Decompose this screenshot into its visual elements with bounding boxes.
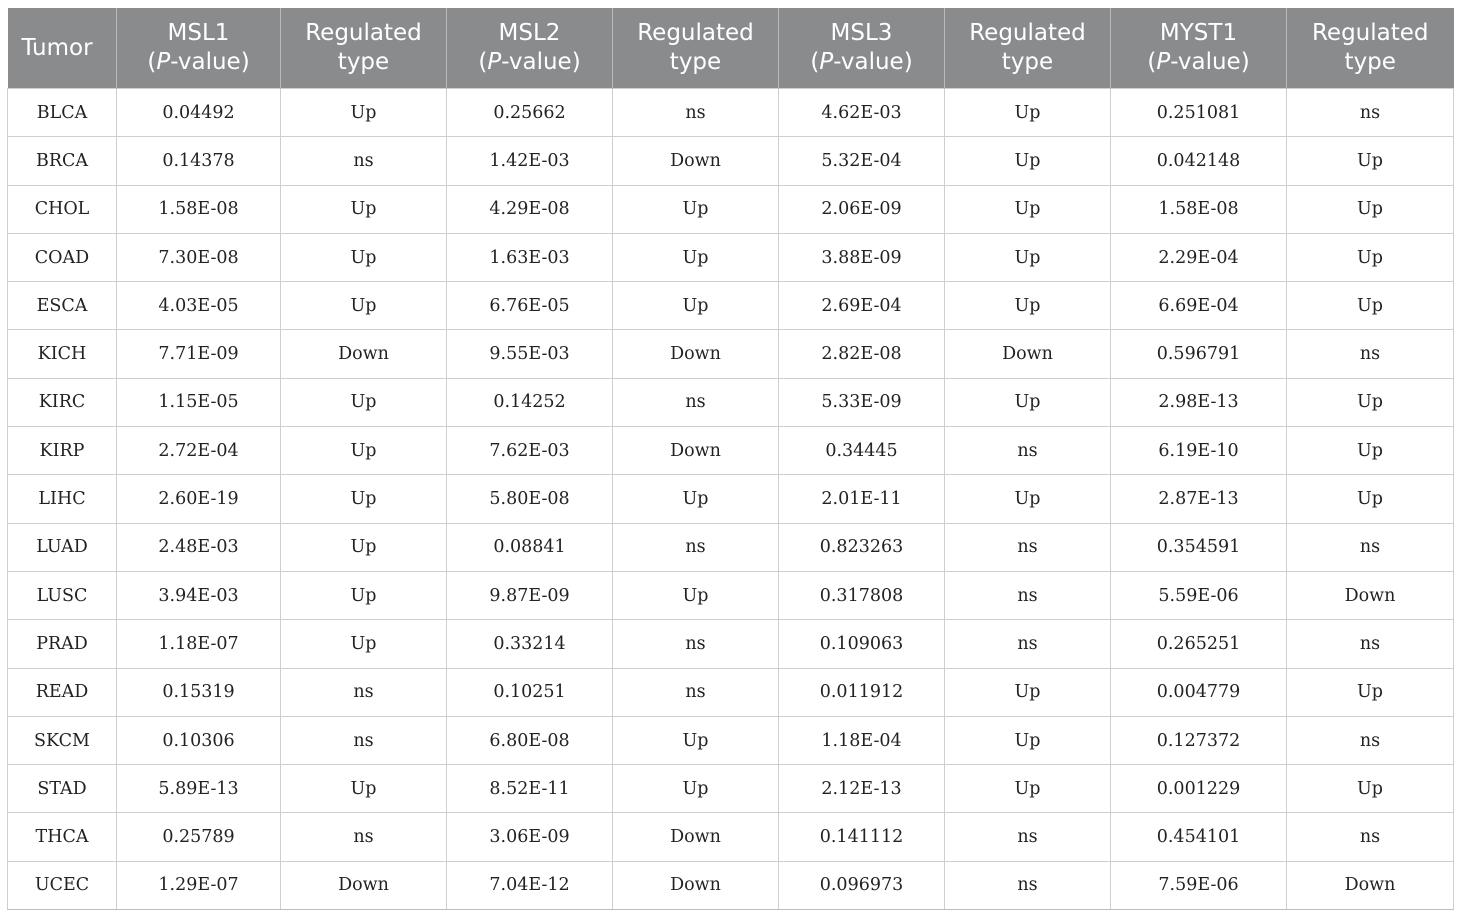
msl1-pvalue-cell: 5.89E-13 <box>117 765 281 813</box>
header-myst1-regulated-type <box>1287 8 1454 89</box>
myst1-pvalue-cell: 0.004779 <box>1111 668 1287 716</box>
myst1-type-cell: ns <box>1287 89 1454 137</box>
tumor-cell: CHOL <box>8 185 117 233</box>
msl1-type-cell: Up <box>281 89 447 137</box>
msl3-type-cell: Up <box>945 716 1111 764</box>
table-row <box>8 571 1454 619</box>
msl1-type-cell: ns <box>281 137 447 185</box>
header-sublabel: type <box>669 49 722 75</box>
table-row <box>8 137 1454 185</box>
table-row <box>8 716 1454 764</box>
header-sublabel: type <box>1001 49 1054 75</box>
table-row <box>8 185 1454 233</box>
msl3-pvalue-cell: 5.33E-09 <box>779 378 945 426</box>
myst1-pvalue-cell: 0.001229 <box>1111 765 1287 813</box>
table-body <box>8 89 1454 910</box>
msl2-pvalue-cell: 3.06E-09 <box>447 813 613 861</box>
msl2-pvalue-cell: 9.55E-03 <box>447 330 613 378</box>
myst1-type-cell: Up <box>1287 137 1454 185</box>
msl3-type-cell: Up <box>945 137 1111 185</box>
msl2-pvalue-cell: 6.80E-08 <box>447 716 613 764</box>
msl3-pvalue-cell: 0.34445 <box>779 427 945 475</box>
msl3-pvalue-cell: 2.82E-08 <box>779 330 945 378</box>
msl3-type-cell: ns <box>945 523 1111 571</box>
msl3-type-cell: Up <box>945 475 1111 523</box>
header-myst1-pvalue <box>1111 8 1287 89</box>
msl2-type-cell: Up <box>613 475 779 523</box>
myst1-pvalue-cell: 6.19E-10 <box>1111 427 1287 475</box>
msl2-type-cell: ns <box>613 378 779 426</box>
msl2-type-cell: Down <box>613 813 779 861</box>
myst1-pvalue-cell: 0.251081 <box>1111 89 1287 137</box>
tumor-cell: UCEC <box>8 861 117 909</box>
tumor-cell: KICH <box>8 330 117 378</box>
msl2-type-cell: ns <box>613 523 779 571</box>
header-label: Regulated <box>637 20 754 46</box>
header-sublabel: (P-value) <box>810 49 913 75</box>
msl2-pvalue-cell: 4.29E-08 <box>447 185 613 233</box>
myst1-type-cell: Up <box>1287 378 1454 426</box>
header-msl3-regulated-type <box>945 8 1111 89</box>
myst1-type-cell: Up <box>1287 185 1454 233</box>
msl1-type-cell: Up <box>281 233 447 281</box>
header-sublabel: (P-value) <box>478 49 581 75</box>
msl2-type-cell: Down <box>613 137 779 185</box>
header-sublabel: (P-value) <box>1147 49 1250 75</box>
msl2-type-cell: ns <box>613 89 779 137</box>
msl3-type-cell: ns <box>945 861 1111 909</box>
msl3-type-cell: ns <box>945 571 1111 619</box>
msl1-pvalue-cell: 0.15319 <box>117 668 281 716</box>
table-row <box>8 620 1454 668</box>
msl1-pvalue-cell: 1.29E-07 <box>117 861 281 909</box>
header-msl1-regulated-type <box>281 8 447 89</box>
msl2-type-cell: Up <box>613 716 779 764</box>
msl1-pvalue-cell: 7.71E-09 <box>117 330 281 378</box>
myst1-pvalue-cell: 0.354591 <box>1111 523 1287 571</box>
msl3-pvalue-cell: 2.06E-09 <box>779 185 945 233</box>
myst1-type-cell: ns <box>1287 716 1454 764</box>
myst1-pvalue-cell: 1.58E-08 <box>1111 185 1287 233</box>
header-sublabel: type <box>1344 49 1396 75</box>
myst1-pvalue-cell: 2.29E-04 <box>1111 233 1287 281</box>
header-label: Regulated <box>969 20 1086 46</box>
msl2-pvalue-cell: 7.62E-03 <box>447 427 613 475</box>
msl1-pvalue-cell: 1.15E-05 <box>117 378 281 426</box>
header-sublabel: (P-value) <box>147 49 250 75</box>
msl1-pvalue-cell: 0.14378 <box>117 137 281 185</box>
msl3-pvalue-cell: 0.109063 <box>779 620 945 668</box>
header-tumor <box>8 8 117 89</box>
msl2-pvalue-cell: 6.76E-05 <box>447 282 613 330</box>
msl1-pvalue-cell: 4.03E-05 <box>117 282 281 330</box>
tumor-cell: ESCA <box>8 282 117 330</box>
msl1-type-cell: Up <box>281 185 447 233</box>
myst1-type-cell: ns <box>1287 330 1454 378</box>
table-row <box>8 282 1454 330</box>
table-row <box>8 330 1454 378</box>
header-label: MYST1 <box>1159 20 1238 46</box>
msl1-type-cell: Up <box>281 475 447 523</box>
myst1-pvalue-cell: 2.98E-13 <box>1111 378 1287 426</box>
msl1-pvalue-cell: 0.25789 <box>117 813 281 861</box>
msl2-pvalue-cell: 5.80E-08 <box>447 475 613 523</box>
header-msl1-pvalue <box>117 8 281 89</box>
msl3-type-cell: Up <box>945 668 1111 716</box>
myst1-pvalue-cell: 6.69E-04 <box>1111 282 1287 330</box>
myst1-pvalue-cell: 2.87E-13 <box>1111 475 1287 523</box>
myst1-pvalue-cell: 0.265251 <box>1111 620 1287 668</box>
msl1-type-cell: Up <box>281 765 447 813</box>
table-row <box>8 233 1454 281</box>
msl3-pvalue-cell: 2.12E-13 <box>779 765 945 813</box>
myst1-type-cell: Up <box>1287 427 1454 475</box>
tumor-cell: BRCA <box>8 137 117 185</box>
msl2-pvalue-cell: 8.52E-11 <box>447 765 613 813</box>
tumor-cell: LUAD <box>8 523 117 571</box>
msl2-pvalue-cell: 1.63E-03 <box>447 233 613 281</box>
msl1-type-cell: Up <box>281 427 447 475</box>
table-row <box>8 427 1454 475</box>
msl3-pvalue-cell: 0.011912 <box>779 668 945 716</box>
msl3-pvalue-cell: 3.88E-09 <box>779 233 945 281</box>
msl2-type-cell: ns <box>613 668 779 716</box>
myst1-type-cell: Up <box>1287 282 1454 330</box>
table-row <box>8 89 1454 137</box>
msl3-pvalue-cell: 0.823263 <box>779 523 945 571</box>
tumor-cell: SKCM <box>8 716 117 764</box>
tumor-cell: KIRP <box>8 427 117 475</box>
msl3-type-cell: Up <box>945 185 1111 233</box>
msl1-type-cell: Up <box>281 378 447 426</box>
msl1-type-cell: ns <box>281 813 447 861</box>
msl2-pvalue-cell: 7.04E-12 <box>447 861 613 909</box>
msl3-type-cell: ns <box>945 620 1111 668</box>
myst1-type-cell: Down <box>1287 861 1454 909</box>
msl1-type-cell: Up <box>281 620 447 668</box>
header-row <box>8 8 1454 89</box>
table-row <box>8 475 1454 523</box>
header-sublabel: type <box>337 49 390 75</box>
header-label: MSL2 <box>498 20 561 46</box>
header-label: MSL1 <box>167 20 230 46</box>
msl1-pvalue-cell: 0.04492 <box>117 89 281 137</box>
tumor-cell: COAD <box>8 233 117 281</box>
msl3-type-cell: Up <box>945 282 1111 330</box>
msl3-type-cell: Up <box>945 378 1111 426</box>
msl2-type-cell: Down <box>613 330 779 378</box>
data-table-container <box>7 8 1453 910</box>
msl2-type-cell: ns <box>613 620 779 668</box>
myst1-type-cell: ns <box>1287 813 1454 861</box>
msl2-type-cell: Down <box>613 427 779 475</box>
msl3-pvalue-cell: 2.01E-11 <box>779 475 945 523</box>
msl1-pvalue-cell: 0.10306 <box>117 716 281 764</box>
table-row <box>8 668 1454 716</box>
msl3-pvalue-cell: 0.141112 <box>779 813 945 861</box>
msl2-pvalue-cell: 1.42E-03 <box>447 137 613 185</box>
msl3-type-cell: ns <box>945 813 1111 861</box>
msl1-type-cell: ns <box>281 716 447 764</box>
msl1-type-cell: ns <box>281 668 447 716</box>
msl1-type-cell: Down <box>281 330 447 378</box>
myst1-type-cell: Up <box>1287 765 1454 813</box>
tumor-cell: READ <box>8 668 117 716</box>
myst1-pvalue-cell: 7.59E-06 <box>1111 861 1287 909</box>
msl2-pvalue-cell: 0.10251 <box>447 668 613 716</box>
table-row <box>8 378 1454 426</box>
msl1-pvalue-cell: 2.60E-19 <box>117 475 281 523</box>
msl1-type-cell: Up <box>281 523 447 571</box>
myst1-pvalue-cell: 0.596791 <box>1111 330 1287 378</box>
msl3-pvalue-cell: 4.62E-03 <box>779 89 945 137</box>
tumor-cell: STAD <box>8 765 117 813</box>
myst1-type-cell: Down <box>1287 571 1454 619</box>
header-label: MSL3 <box>830 20 893 46</box>
msl1-pvalue-cell: 7.30E-08 <box>117 233 281 281</box>
myst1-type-cell: Up <box>1287 475 1454 523</box>
table-row <box>8 861 1454 909</box>
msl2-type-cell: Up <box>613 765 779 813</box>
msl3-type-cell: ns <box>945 427 1111 475</box>
msl3-type-cell: Down <box>945 330 1111 378</box>
msl2-type-cell: Up <box>613 233 779 281</box>
msl1-pvalue-cell: 3.94E-03 <box>117 571 281 619</box>
tumor-cell: BLCA <box>8 89 117 137</box>
msl3-type-cell: Up <box>945 89 1111 137</box>
msl3-type-cell: Up <box>945 233 1111 281</box>
msl2-type-cell: Up <box>613 282 779 330</box>
myst1-pvalue-cell: 0.042148 <box>1111 137 1287 185</box>
tumor-cell: PRAD <box>8 620 117 668</box>
myst1-type-cell: Up <box>1287 668 1454 716</box>
msl3-pvalue-cell: 5.32E-04 <box>779 137 945 185</box>
msl2-pvalue-cell: 0.14252 <box>447 378 613 426</box>
msl1-type-cell: Up <box>281 282 447 330</box>
msl3-type-cell: Up <box>945 765 1111 813</box>
header-msl2-regulated-type <box>613 8 779 89</box>
msl1-pvalue-cell: 2.72E-04 <box>117 427 281 475</box>
tumor-cell: THCA <box>8 813 117 861</box>
myst1-type-cell: ns <box>1287 523 1454 571</box>
msl1-pvalue-cell: 2.48E-03 <box>117 523 281 571</box>
msl2-pvalue-cell: 0.08841 <box>447 523 613 571</box>
msl3-pvalue-cell: 2.69E-04 <box>779 282 945 330</box>
msl1-pvalue-cell: 1.58E-08 <box>117 185 281 233</box>
tumor-pvalue-table <box>7 8 1454 910</box>
msl1-type-cell: Down <box>281 861 447 909</box>
myst1-pvalue-cell: 0.454101 <box>1111 813 1287 861</box>
tumor-cell: LUSC <box>8 571 117 619</box>
tumor-cell: LIHC <box>8 475 117 523</box>
myst1-type-cell: ns <box>1287 620 1454 668</box>
msl2-type-cell: Up <box>613 571 779 619</box>
header-label: Regulated <box>305 20 422 46</box>
header-label: Tumor <box>21 34 93 61</box>
msl3-pvalue-cell: 0.096973 <box>779 861 945 909</box>
myst1-type-cell: Up <box>1287 233 1454 281</box>
tumor-cell: KIRC <box>8 378 117 426</box>
msl3-pvalue-cell: 1.18E-04 <box>779 716 945 764</box>
msl3-pvalue-cell: 0.317808 <box>779 571 945 619</box>
msl2-pvalue-cell: 0.33214 <box>447 620 613 668</box>
msl2-pvalue-cell: 0.25662 <box>447 89 613 137</box>
msl2-type-cell: Down <box>613 861 779 909</box>
msl2-pvalue-cell: 9.87E-09 <box>447 571 613 619</box>
msl2-type-cell: Up <box>613 185 779 233</box>
table-row <box>8 523 1454 571</box>
header-label: Regulated <box>1311 20 1429 46</box>
header-msl2-pvalue <box>447 8 613 89</box>
myst1-pvalue-cell: 0.127372 <box>1111 716 1287 764</box>
myst1-pvalue-cell: 5.59E-06 <box>1111 571 1287 619</box>
header-msl3-pvalue <box>779 8 945 89</box>
msl1-pvalue-cell: 1.18E-07 <box>117 620 281 668</box>
table-row <box>8 765 1454 813</box>
msl1-type-cell: Up <box>281 571 447 619</box>
table-row <box>8 813 1454 861</box>
